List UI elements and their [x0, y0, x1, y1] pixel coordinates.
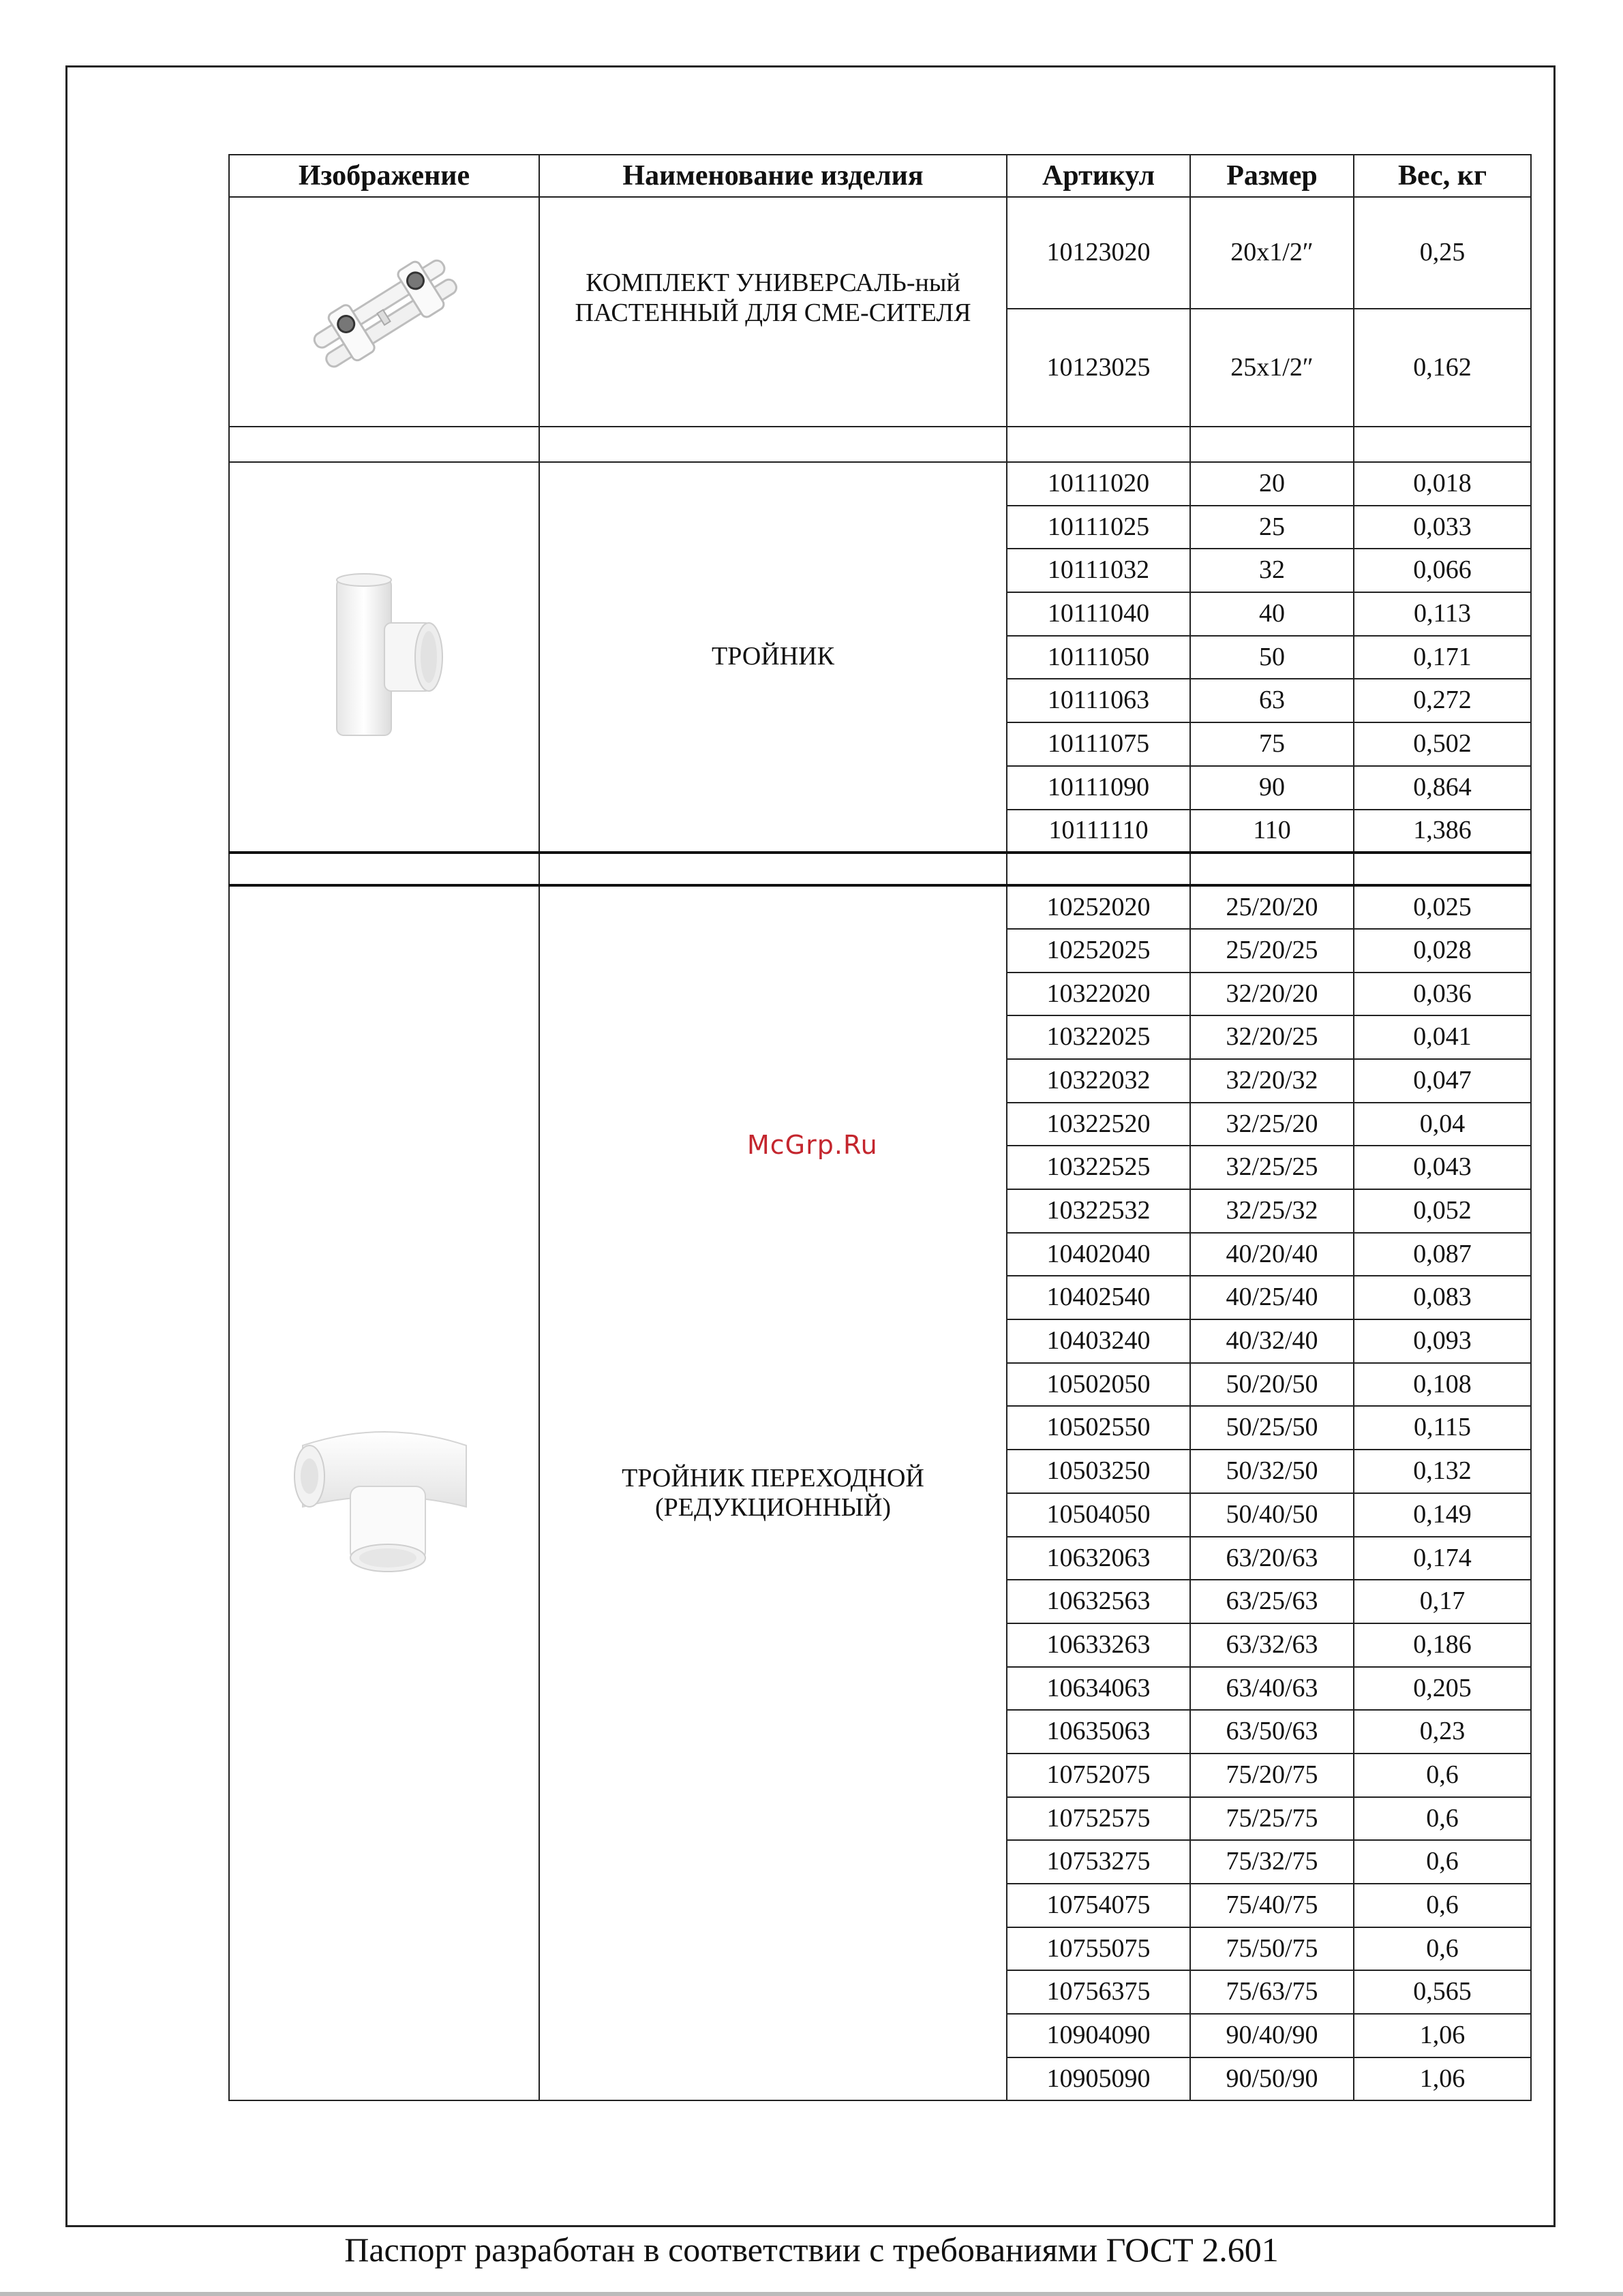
- product-name-reducing-tee: [539, 885, 1007, 2100]
- product-image-mount-kit: [229, 197, 539, 427]
- table-row: [229, 197, 1531, 309]
- weight-cell: 0,087: [1354, 1233, 1531, 1276]
- article-cell: 10322020: [1007, 973, 1190, 1016]
- article-cell: 10504050: [1007, 1493, 1190, 1537]
- article-cell: 10502550: [1007, 1406, 1190, 1450]
- article-cell: 10502050: [1007, 1363, 1190, 1407]
- weight-cell: 0,186: [1354, 1623, 1531, 1667]
- article-cell: 10111110: [1007, 810, 1190, 853]
- product-image-tee: [229, 462, 539, 853]
- bottom-bar: [0, 2292, 1623, 2296]
- weight-cell: 0,25: [1354, 197, 1531, 309]
- weight-cell: 0,093: [1354, 1319, 1531, 1363]
- header-article: Артикул: [1007, 155, 1190, 197]
- header-size: Размер: [1190, 155, 1354, 197]
- spacer-row: [229, 853, 1531, 885]
- article-cell: 10503250: [1007, 1450, 1190, 1493]
- table-row: [229, 462, 1531, 506]
- article-cell: 10403240: [1007, 1319, 1190, 1363]
- weight-cell: 0,6: [1354, 1840, 1531, 1884]
- table-row: [229, 885, 1531, 929]
- article-cell: 10402040: [1007, 1233, 1190, 1276]
- weight-cell: 0,052: [1354, 1189, 1531, 1233]
- weight-cell: 0,205: [1354, 1667, 1531, 1711]
- weight-cell: 0,043: [1354, 1146, 1531, 1189]
- weight-cell: 0,028: [1354, 929, 1531, 973]
- size-cell: 40: [1190, 592, 1354, 636]
- product-image-reducing-tee: [229, 885, 539, 2100]
- article-cell: 10123025: [1007, 309, 1190, 427]
- article-cell: 10252020: [1007, 885, 1190, 929]
- article-cell: 10904090: [1007, 2014, 1190, 2057]
- weight-cell: 0,17: [1354, 1580, 1531, 1623]
- size-cell: 63: [1190, 679, 1354, 722]
- size-cell: 75/25/75: [1190, 1797, 1354, 1841]
- article-cell: 10322032: [1007, 1059, 1190, 1103]
- weight-cell: 0,6: [1354, 1884, 1531, 1927]
- size-cell: 25/20/25: [1190, 929, 1354, 973]
- article-cell: 10111075: [1007, 722, 1190, 766]
- size-cell: 40/32/40: [1190, 1319, 1354, 1363]
- weight-cell: 0,108: [1354, 1363, 1531, 1407]
- article-cell: 10123020: [1007, 197, 1190, 309]
- weight-cell: 0,272: [1354, 679, 1531, 722]
- weight-cell: 0,083: [1354, 1276, 1531, 1319]
- product-name-line-1: ТРОЙНИК ПЕРЕХОДНОЙ: [622, 1463, 924, 1493]
- size-cell: 63/40/63: [1190, 1667, 1354, 1711]
- tee-fitting-image: [316, 565, 453, 749]
- header-name: Наименование изделия: [539, 155, 1007, 197]
- weight-cell: 0,115: [1354, 1406, 1531, 1450]
- size-cell: 75/50/75: [1190, 1927, 1354, 1971]
- weight-cell: 0,132: [1354, 1450, 1531, 1493]
- size-cell: 32/20/32: [1190, 1059, 1354, 1103]
- weight-cell: 0,174: [1354, 1537, 1531, 1580]
- product-name-line-2: (РЕДУКЦИОННЫЙ): [654, 1493, 892, 1522]
- product-spec-table: [228, 154, 1532, 2101]
- size-cell: 90: [1190, 766, 1354, 810]
- article-cell: 10633263: [1007, 1623, 1190, 1667]
- article-cell: 10111032: [1007, 549, 1190, 592]
- mixer-mount-kit-image: [296, 237, 473, 387]
- size-cell: 25: [1190, 506, 1354, 549]
- size-cell: 40/25/40: [1190, 1276, 1354, 1319]
- size-cell: 32/20/20: [1190, 973, 1354, 1016]
- size-cell: 50/40/50: [1190, 1493, 1354, 1537]
- size-cell: 40/20/40: [1190, 1233, 1354, 1276]
- size-cell: 63/50/63: [1190, 1710, 1354, 1754]
- weight-cell: 0,502: [1354, 722, 1531, 766]
- weight-cell: 0,036: [1354, 973, 1531, 1016]
- article-cell: 10111090: [1007, 766, 1190, 810]
- size-cell: 75/32/75: [1190, 1840, 1354, 1884]
- reducing-tee-image: [282, 1405, 487, 1582]
- size-cell: 75/40/75: [1190, 1884, 1354, 1927]
- weight-cell: 0,066: [1354, 549, 1531, 592]
- size-cell: 32: [1190, 549, 1354, 592]
- article-cell: 10756375: [1007, 1970, 1190, 2014]
- size-cell: 32/25/20: [1190, 1103, 1354, 1146]
- size-cell: 63/25/63: [1190, 1580, 1354, 1623]
- size-cell: 32/25/25: [1190, 1146, 1354, 1189]
- article-cell: 10322525: [1007, 1146, 1190, 1189]
- footer-note: Паспорт разработан в соответствии с требованиями ГОСТ 2.601: [344, 2231, 1279, 2269]
- weight-cell: 0,047: [1354, 1059, 1531, 1103]
- product-name-mount-kit: [539, 197, 1007, 427]
- article-cell: 10752575: [1007, 1797, 1190, 1841]
- size-cell: 50: [1190, 636, 1354, 679]
- article-cell: 10755075: [1007, 1927, 1190, 1971]
- article-cell: 10402540: [1007, 1276, 1190, 1319]
- size-cell: 110: [1190, 810, 1354, 853]
- header-weight: Вес, кг: [1354, 155, 1531, 197]
- article-cell: 10322532: [1007, 1189, 1190, 1233]
- size-cell: 63/20/63: [1190, 1537, 1354, 1580]
- article-cell: 10111040: [1007, 592, 1190, 636]
- size-cell: 75: [1190, 722, 1354, 766]
- size-cell: 25x1/2″: [1190, 309, 1354, 427]
- size-cell: 25/20/20: [1190, 885, 1354, 929]
- article-cell: 10753275: [1007, 1840, 1190, 1884]
- size-cell: 75/63/75: [1190, 1970, 1354, 2014]
- article-cell: 10752075: [1007, 1754, 1190, 1797]
- weight-cell: 0,025: [1354, 885, 1531, 929]
- size-cell: 50/20/50: [1190, 1363, 1354, 1407]
- article-cell: 10634063: [1007, 1667, 1190, 1711]
- product-name-tee: ТРОЙНИК: [539, 462, 1007, 853]
- weight-cell: 0,04: [1354, 1103, 1531, 1146]
- article-cell: 10322025: [1007, 1015, 1190, 1059]
- header-image: Изображение: [229, 155, 539, 197]
- weight-cell: 0,6: [1354, 1754, 1531, 1797]
- article-cell: 10322520: [1007, 1103, 1190, 1146]
- size-cell: 63/32/63: [1190, 1623, 1354, 1667]
- article-cell: 10632063: [1007, 1537, 1190, 1580]
- weight-cell: 0,565: [1354, 1970, 1531, 2014]
- weight-cell: 0,018: [1354, 462, 1531, 506]
- size-cell: 90/50/90: [1190, 2057, 1354, 2101]
- spacer-row: [229, 427, 1531, 462]
- article-cell: 10111063: [1007, 679, 1190, 722]
- article-cell: 10252025: [1007, 929, 1190, 973]
- size-cell: 75/20/75: [1190, 1754, 1354, 1797]
- weight-cell: 1,06: [1354, 2057, 1531, 2101]
- article-cell: 10632563: [1007, 1580, 1190, 1623]
- table-header-row: [229, 155, 1531, 197]
- size-cell: 90/40/90: [1190, 2014, 1354, 2057]
- weight-cell: 0,149: [1354, 1493, 1531, 1537]
- size-cell: 32/25/32: [1190, 1189, 1354, 1233]
- weight-cell: 0,113: [1354, 592, 1531, 636]
- weight-cell: 0,23: [1354, 1710, 1531, 1754]
- weight-cell: 0,162: [1354, 309, 1531, 427]
- weight-cell: 1,386: [1354, 810, 1531, 853]
- weight-cell: 0,171: [1354, 636, 1531, 679]
- product-name-text: КОМПЛЕКТ УНИВЕРСАЛЬ-ный ПАСТЕННЫЙ ДЛЯ СМЕ-СИТЕЛЯ: [575, 268, 971, 327]
- weight-cell: 1,06: [1354, 2014, 1531, 2057]
- weight-cell: 0,6: [1354, 1797, 1531, 1841]
- article-cell: 10635063: [1007, 1710, 1190, 1754]
- article-cell: 10905090: [1007, 2057, 1190, 2101]
- weight-cell: 0,864: [1354, 766, 1531, 810]
- size-cell: 20: [1190, 462, 1354, 506]
- article-cell: 10111025: [1007, 506, 1190, 549]
- article-cell: 10111050: [1007, 636, 1190, 679]
- size-cell: 20x1/2″: [1190, 197, 1354, 309]
- size-cell: 32/20/25: [1190, 1015, 1354, 1059]
- weight-cell: 0,6: [1354, 1927, 1531, 1971]
- weight-cell: 0,041: [1354, 1015, 1531, 1059]
- size-cell: 50/25/50: [1190, 1406, 1354, 1450]
- article-cell: 10754075: [1007, 1884, 1190, 1927]
- size-cell: 50/32/50: [1190, 1450, 1354, 1493]
- watermark-link[interactable]: McGrp.Ru: [747, 1130, 878, 1160]
- article-cell: 10111020: [1007, 462, 1190, 506]
- weight-cell: 0,033: [1354, 506, 1531, 549]
